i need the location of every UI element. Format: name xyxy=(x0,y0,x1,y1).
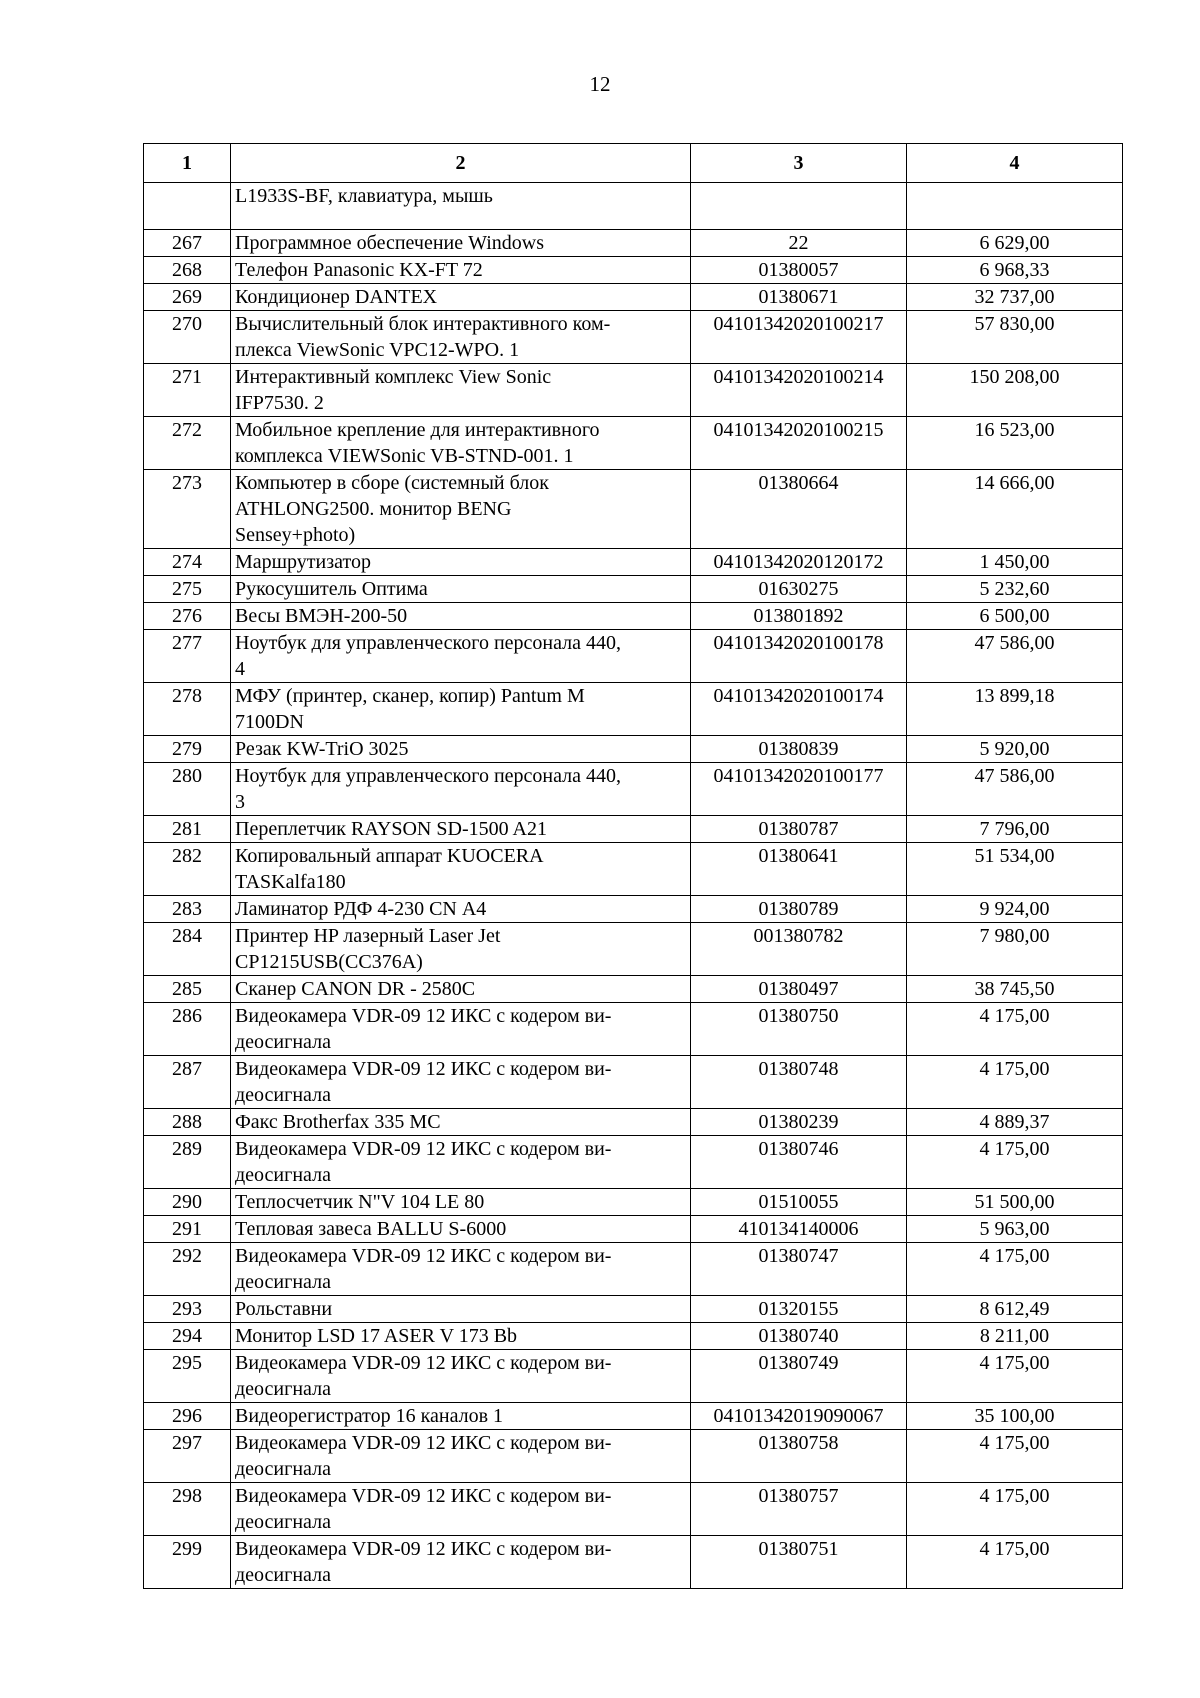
cost-cell: 9 924,00 xyxy=(907,896,1123,923)
cost-cell: 14 666,00 xyxy=(907,470,1123,549)
inventory-code-cell: 01380751 xyxy=(691,1536,907,1589)
table-row xyxy=(144,1003,1123,1056)
table-row xyxy=(144,1243,1123,1296)
inventory-code-cell: 04101342020100214 xyxy=(691,364,907,417)
row-number-cell: 279 xyxy=(144,736,231,763)
item-name-cell: Ноутбук для управленческого персонала 440, 4 xyxy=(231,630,691,683)
table-row xyxy=(144,1536,1123,1589)
cost-cell: 150 208,00 xyxy=(907,364,1123,417)
cost-cell: 47 586,00 xyxy=(907,630,1123,683)
item-name-cell: Ламинатор РДФ 4-230 CN А4 xyxy=(231,896,691,923)
inventory-code-cell xyxy=(691,183,907,230)
row-number-cell: 271 xyxy=(144,364,231,417)
item-name-cell: Программное обеспечение Windows xyxy=(231,230,691,257)
cost-cell: 51 500,00 xyxy=(907,1189,1123,1216)
item-name-cell: Видеокамера VDR-09 12 ИКС с кодером ви- деосигнала xyxy=(231,1056,691,1109)
item-name-cell: Видеокамера VDR-09 12 ИКС с кодером ви- деосигнала xyxy=(231,1350,691,1403)
column-header: 3 xyxy=(691,144,907,183)
inventory-code-cell: 001380782 xyxy=(691,923,907,976)
row-number-cell: 280 xyxy=(144,763,231,816)
cost-cell: 7 796,00 xyxy=(907,816,1123,843)
cost-cell: 4 175,00 xyxy=(907,1243,1123,1296)
row-number-cell: 282 xyxy=(144,843,231,896)
inventory-code-cell: 04101342020100177 xyxy=(691,763,907,816)
table-row xyxy=(144,1056,1123,1109)
row-number-cell: 285 xyxy=(144,976,231,1003)
table-row xyxy=(144,284,1123,311)
column-header: 2 xyxy=(231,144,691,183)
inventory-code-cell: 01630275 xyxy=(691,576,907,603)
item-name-cell: Сканер CANON DR - 2580C xyxy=(231,976,691,1003)
cost-cell: 8 612,49 xyxy=(907,1296,1123,1323)
cost-cell: 4 889,37 xyxy=(907,1109,1123,1136)
cost-cell: 4 175,00 xyxy=(907,1350,1123,1403)
table-row xyxy=(144,1483,1123,1536)
table-row xyxy=(144,1189,1123,1216)
cost-cell: 32 737,00 xyxy=(907,284,1123,311)
item-name-cell: Весы ВМЭН-200-50 xyxy=(231,603,691,630)
table-row xyxy=(144,230,1123,257)
inventory-code-cell: 04101342020100178 xyxy=(691,630,907,683)
cost-cell: 4 175,00 xyxy=(907,1536,1123,1589)
item-name-cell: Кондиционер DANTEX xyxy=(231,284,691,311)
row-number-cell: 270 xyxy=(144,311,231,364)
item-name-cell: Видеокамера VDR-09 12 ИКС с кодером ви- деосигнала xyxy=(231,1243,691,1296)
inventory-table xyxy=(143,143,1123,1589)
item-name-cell: Факс Brotherfax 335 MC xyxy=(231,1109,691,1136)
inventory-code-cell: 01380746 xyxy=(691,1136,907,1189)
row-number-cell: 268 xyxy=(144,257,231,284)
row-number-cell: 286 xyxy=(144,1003,231,1056)
row-number-cell: 291 xyxy=(144,1216,231,1243)
table-row xyxy=(144,1216,1123,1243)
inventory-code-cell: 04101342020100174 xyxy=(691,683,907,736)
cost-cell: 57 830,00 xyxy=(907,311,1123,364)
item-name-cell: Телефон Panasonic KX-FT 72 xyxy=(231,257,691,284)
cost-cell: 4 175,00 xyxy=(907,1136,1123,1189)
item-name-cell: L1933S-BF, клавиатура, мышь xyxy=(231,183,691,230)
table-row xyxy=(144,364,1123,417)
inventory-code-cell: 01380748 xyxy=(691,1056,907,1109)
item-name-cell: Копировальный аппарат KUOCERA TASKalfa180 xyxy=(231,843,691,896)
column-header: 4 xyxy=(907,144,1123,183)
inventory-code-cell: 01380497 xyxy=(691,976,907,1003)
inventory-code-cell: 01380839 xyxy=(691,736,907,763)
cost-cell: 8 211,00 xyxy=(907,1323,1123,1350)
cost-cell xyxy=(907,183,1123,230)
cost-cell: 4 175,00 xyxy=(907,1003,1123,1056)
cost-cell: 51 534,00 xyxy=(907,843,1123,896)
inventory-code-cell: 04101342019090067 xyxy=(691,1403,907,1430)
inventory-code-cell: 22 xyxy=(691,230,907,257)
inventory-code-cell: 01380747 xyxy=(691,1243,907,1296)
item-name-cell: Компьютер в сборе (системный блок ATHLONG2500. монитор BENG Sensey+photo) xyxy=(231,470,691,549)
row-number-cell: 274 xyxy=(144,549,231,576)
cost-cell: 5 920,00 xyxy=(907,736,1123,763)
cost-cell: 35 100,00 xyxy=(907,1403,1123,1430)
row-number-cell: 273 xyxy=(144,470,231,549)
table-row xyxy=(144,816,1123,843)
row-number-cell: 290 xyxy=(144,1189,231,1216)
table-row-continuation xyxy=(144,183,1123,230)
inventory-code-cell: 04101342020100215 xyxy=(691,417,907,470)
cost-cell: 6 968,33 xyxy=(907,257,1123,284)
table-row xyxy=(144,603,1123,630)
cost-cell: 13 899,18 xyxy=(907,683,1123,736)
table-row xyxy=(144,576,1123,603)
inventory-code-cell: 01380787 xyxy=(691,816,907,843)
row-number-cell: 289 xyxy=(144,1136,231,1189)
table-row xyxy=(144,1350,1123,1403)
item-name-cell: Маршрутизатор xyxy=(231,549,691,576)
table-row xyxy=(144,1323,1123,1350)
cost-cell: 16 523,00 xyxy=(907,417,1123,470)
table-row xyxy=(144,417,1123,470)
item-name-cell: Ноутбук для управленческого персонала 440, 3 xyxy=(231,763,691,816)
inventory-code-cell: 01380750 xyxy=(691,1003,907,1056)
table-header-row xyxy=(144,144,1123,183)
item-name-cell: Интерактивный комплекс View Sonic IFP7530. 2 xyxy=(231,364,691,417)
row-number-cell: 294 xyxy=(144,1323,231,1350)
table-row xyxy=(144,257,1123,284)
item-name-cell: Резак KW-TriO 3025 xyxy=(231,736,691,763)
row-number-cell: 284 xyxy=(144,923,231,976)
item-name-cell: Монитор LSD 17 ASER V 173 Bb xyxy=(231,1323,691,1350)
row-number-cell: 292 xyxy=(144,1243,231,1296)
table-row xyxy=(144,630,1123,683)
table-row xyxy=(144,763,1123,816)
inventory-code-cell: 01510055 xyxy=(691,1189,907,1216)
row-number-cell: 278 xyxy=(144,683,231,736)
table-row xyxy=(144,311,1123,364)
cost-cell: 38 745,50 xyxy=(907,976,1123,1003)
table-row xyxy=(144,896,1123,923)
row-number-cell: 267 xyxy=(144,230,231,257)
cost-cell: 7 980,00 xyxy=(907,923,1123,976)
item-name-cell: Теплосчетчик N"V 104 LE 80 xyxy=(231,1189,691,1216)
inventory-code-cell: 01380057 xyxy=(691,257,907,284)
inventory-code-cell: 01380664 xyxy=(691,470,907,549)
item-name-cell: Видеорегистратор 16 каналов 1 xyxy=(231,1403,691,1430)
item-name-cell: Мобильное крепление для интерактивного комплекса VIEWSonic VB-STND-001. 1 xyxy=(231,417,691,470)
row-number-cell: 276 xyxy=(144,603,231,630)
row-number-cell: 297 xyxy=(144,1430,231,1483)
row-number-cell xyxy=(144,183,231,230)
inventory-code-cell: 01380239 xyxy=(691,1109,907,1136)
item-name-cell: Переплетчик RAYSON SD-1500 A21 xyxy=(231,816,691,843)
inventory-code-cell: 01380740 xyxy=(691,1323,907,1350)
table-row xyxy=(144,549,1123,576)
table-row xyxy=(144,1430,1123,1483)
inventory-code-cell: 013801892 xyxy=(691,603,907,630)
item-name-cell: Видеокамера VDR-09 12 ИКС с кодером ви- деосигнала xyxy=(231,1003,691,1056)
cost-cell: 4 175,00 xyxy=(907,1056,1123,1109)
cost-cell: 5 232,60 xyxy=(907,576,1123,603)
row-number-cell: 277 xyxy=(144,630,231,683)
inventory-code-cell: 01380749 xyxy=(691,1350,907,1403)
table-row xyxy=(144,843,1123,896)
table-row xyxy=(144,1403,1123,1430)
item-name-cell: Принтер HP лазерный Laser Jet CP1215USB(CC376A) xyxy=(231,923,691,976)
inventory-code-cell: 01380758 xyxy=(691,1430,907,1483)
row-number-cell: 269 xyxy=(144,284,231,311)
row-number-cell: 298 xyxy=(144,1483,231,1536)
row-number-cell: 288 xyxy=(144,1109,231,1136)
row-number-cell: 299 xyxy=(144,1536,231,1589)
item-name-cell: Видеокамера VDR-09 12 ИКС с кодером ви- деосигнала xyxy=(231,1483,691,1536)
inventory-code-cell: 01320155 xyxy=(691,1296,907,1323)
cost-cell: 6 500,00 xyxy=(907,603,1123,630)
inventory-code-cell: 01380757 xyxy=(691,1483,907,1536)
item-name-cell: МФУ (принтер, сканер, копир) Pantum M 7100DN xyxy=(231,683,691,736)
column-header: 1 xyxy=(144,144,231,183)
item-name-cell: Видеокамера VDR-09 12 ИКС с кодером ви- деосигнала xyxy=(231,1136,691,1189)
cost-cell: 6 629,00 xyxy=(907,230,1123,257)
cost-cell: 4 175,00 xyxy=(907,1430,1123,1483)
item-name-cell: Видеокамера VDR-09 12 ИКС с кодером ви- деосигнала xyxy=(231,1430,691,1483)
cost-cell: 1 450,00 xyxy=(907,549,1123,576)
inventory-code-cell: 410134140006 xyxy=(691,1216,907,1243)
cost-cell: 5 963,00 xyxy=(907,1216,1123,1243)
table-row xyxy=(144,1136,1123,1189)
table-row xyxy=(144,470,1123,549)
page-number: 12 xyxy=(589,72,611,96)
row-number-cell: 283 xyxy=(144,896,231,923)
inventory-code-cell: 01380789 xyxy=(691,896,907,923)
row-number-cell: 275 xyxy=(144,576,231,603)
table-row xyxy=(144,976,1123,1003)
cost-cell: 47 586,00 xyxy=(907,763,1123,816)
item-name-cell: Видеокамера VDR-09 12 ИКС с кодером ви- деосигнала xyxy=(231,1536,691,1589)
item-name-cell: Вычислительный блок интерактивного ком- плекса ViewSonic VPC12-WPO. 1 xyxy=(231,311,691,364)
table-row xyxy=(144,1296,1123,1323)
item-name-cell: Рукосушитель Оптима xyxy=(231,576,691,603)
row-number-cell: 272 xyxy=(144,417,231,470)
inventory-code-cell: 01380671 xyxy=(691,284,907,311)
inventory-code-cell: 01380641 xyxy=(691,843,907,896)
table-row xyxy=(144,683,1123,736)
table-row xyxy=(144,1109,1123,1136)
item-name-cell: Тепловая завеса BALLU S-6000 xyxy=(231,1216,691,1243)
row-number-cell: 281 xyxy=(144,816,231,843)
row-number-cell: 296 xyxy=(144,1403,231,1430)
inventory-code-cell: 04101342020100217 xyxy=(691,311,907,364)
row-number-cell: 287 xyxy=(144,1056,231,1109)
inventory-code-cell: 04101342020120172 xyxy=(691,549,907,576)
table-row xyxy=(144,736,1123,763)
table-row xyxy=(144,923,1123,976)
row-number-cell: 295 xyxy=(144,1350,231,1403)
row-number-cell: 293 xyxy=(144,1296,231,1323)
cost-cell: 4 175,00 xyxy=(907,1483,1123,1536)
item-name-cell: Рольставни xyxy=(231,1296,691,1323)
